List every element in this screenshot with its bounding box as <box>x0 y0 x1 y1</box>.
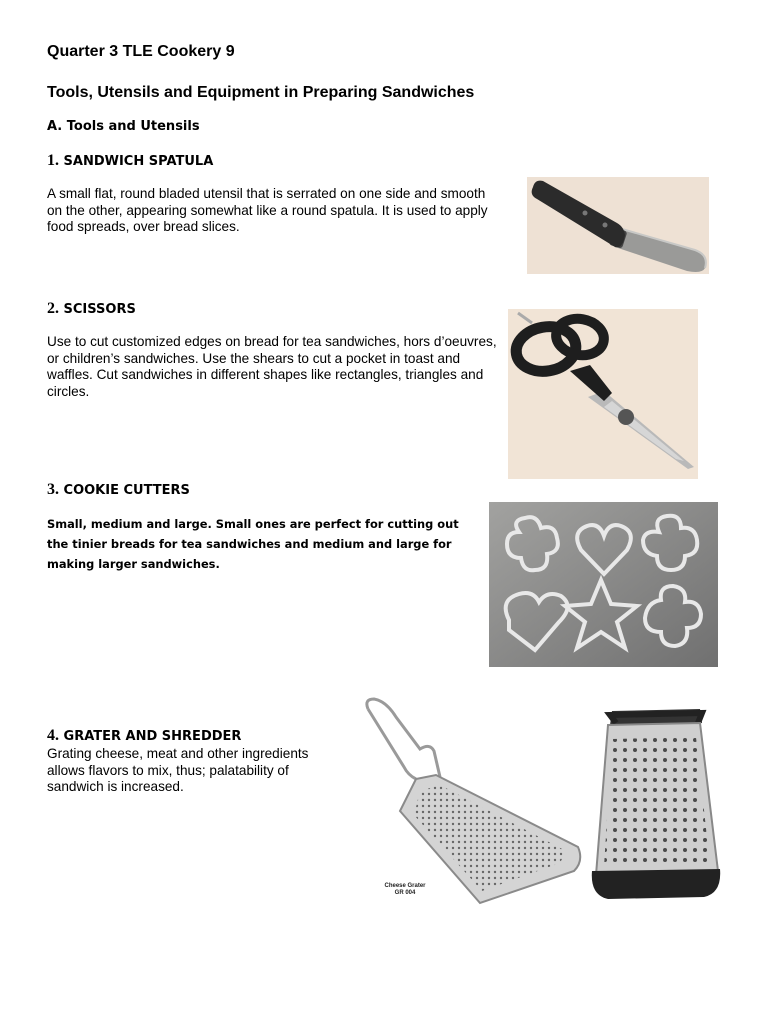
item-description-scissors: Use to cut customized edges on bread for tea sandwiches, hors d’oeuvres, or children’s sandwiches. Use the shears to cut a pocket in toast and waffles. Cut sandwiches in different shapes like rectangles, triangles and circles. <box>47 334 497 399</box>
item-number: 2. <box>47 300 59 317</box>
item-title-text: SANDWICH SPATULA <box>63 154 214 169</box>
item-description-cookie-cutters: Small, medium and large. Small ones are perfect for cutting out the tinier breads for tea sandwiches and medium and large for making larger sandwiches. <box>47 517 459 571</box>
grater-shredder-image <box>360 695 728 907</box>
grater-caption <box>370 883 440 897</box>
page-title: Quarter 3 TLE Cookery 9 <box>47 43 235 60</box>
item-title-cookie-cutters <box>47 481 190 499</box>
item-title-text: COOKIE CUTTERS <box>63 483 190 498</box>
item-number: 4. <box>47 727 59 744</box>
item-description-grater-shredder: Grating cheese, meat and other ingredients allows flavors to mix, thus; palatability of sandwich is increased. <box>47 746 309 794</box>
grater-caption-line-2: GR 004 <box>394 890 416 896</box>
item-title-sandwich-spatula <box>47 152 213 170</box>
kitchen-scissors-image <box>508 309 698 479</box>
section-heading: A. Tools and Utensils <box>47 119 200 134</box>
item-number: 3. <box>47 481 59 498</box>
item-number: 1. <box>47 152 59 169</box>
item-title-text: GRATER AND SHREDDER <box>63 729 242 744</box>
item-description-sandwich-spatula: A small flat, round bladed utensil that is serrated on one side and smooth on the other, appearing somewhat like a round spatula. It is used to apply food spreads, over bread slices. <box>47 186 488 234</box>
grater-caption-line-1: Cheese Grater <box>384 883 426 889</box>
cookie-cutters-image <box>489 502 718 667</box>
sandwich-spatula-image <box>527 177 709 274</box>
page-subtitle: Tools, Utensils and Equipment in Preparing Sandwiches <box>47 84 475 101</box>
item-title-grater-shredder <box>47 727 241 745</box>
item-title-scissors <box>47 300 136 318</box>
item-title-text: SCISSORS <box>63 302 136 317</box>
